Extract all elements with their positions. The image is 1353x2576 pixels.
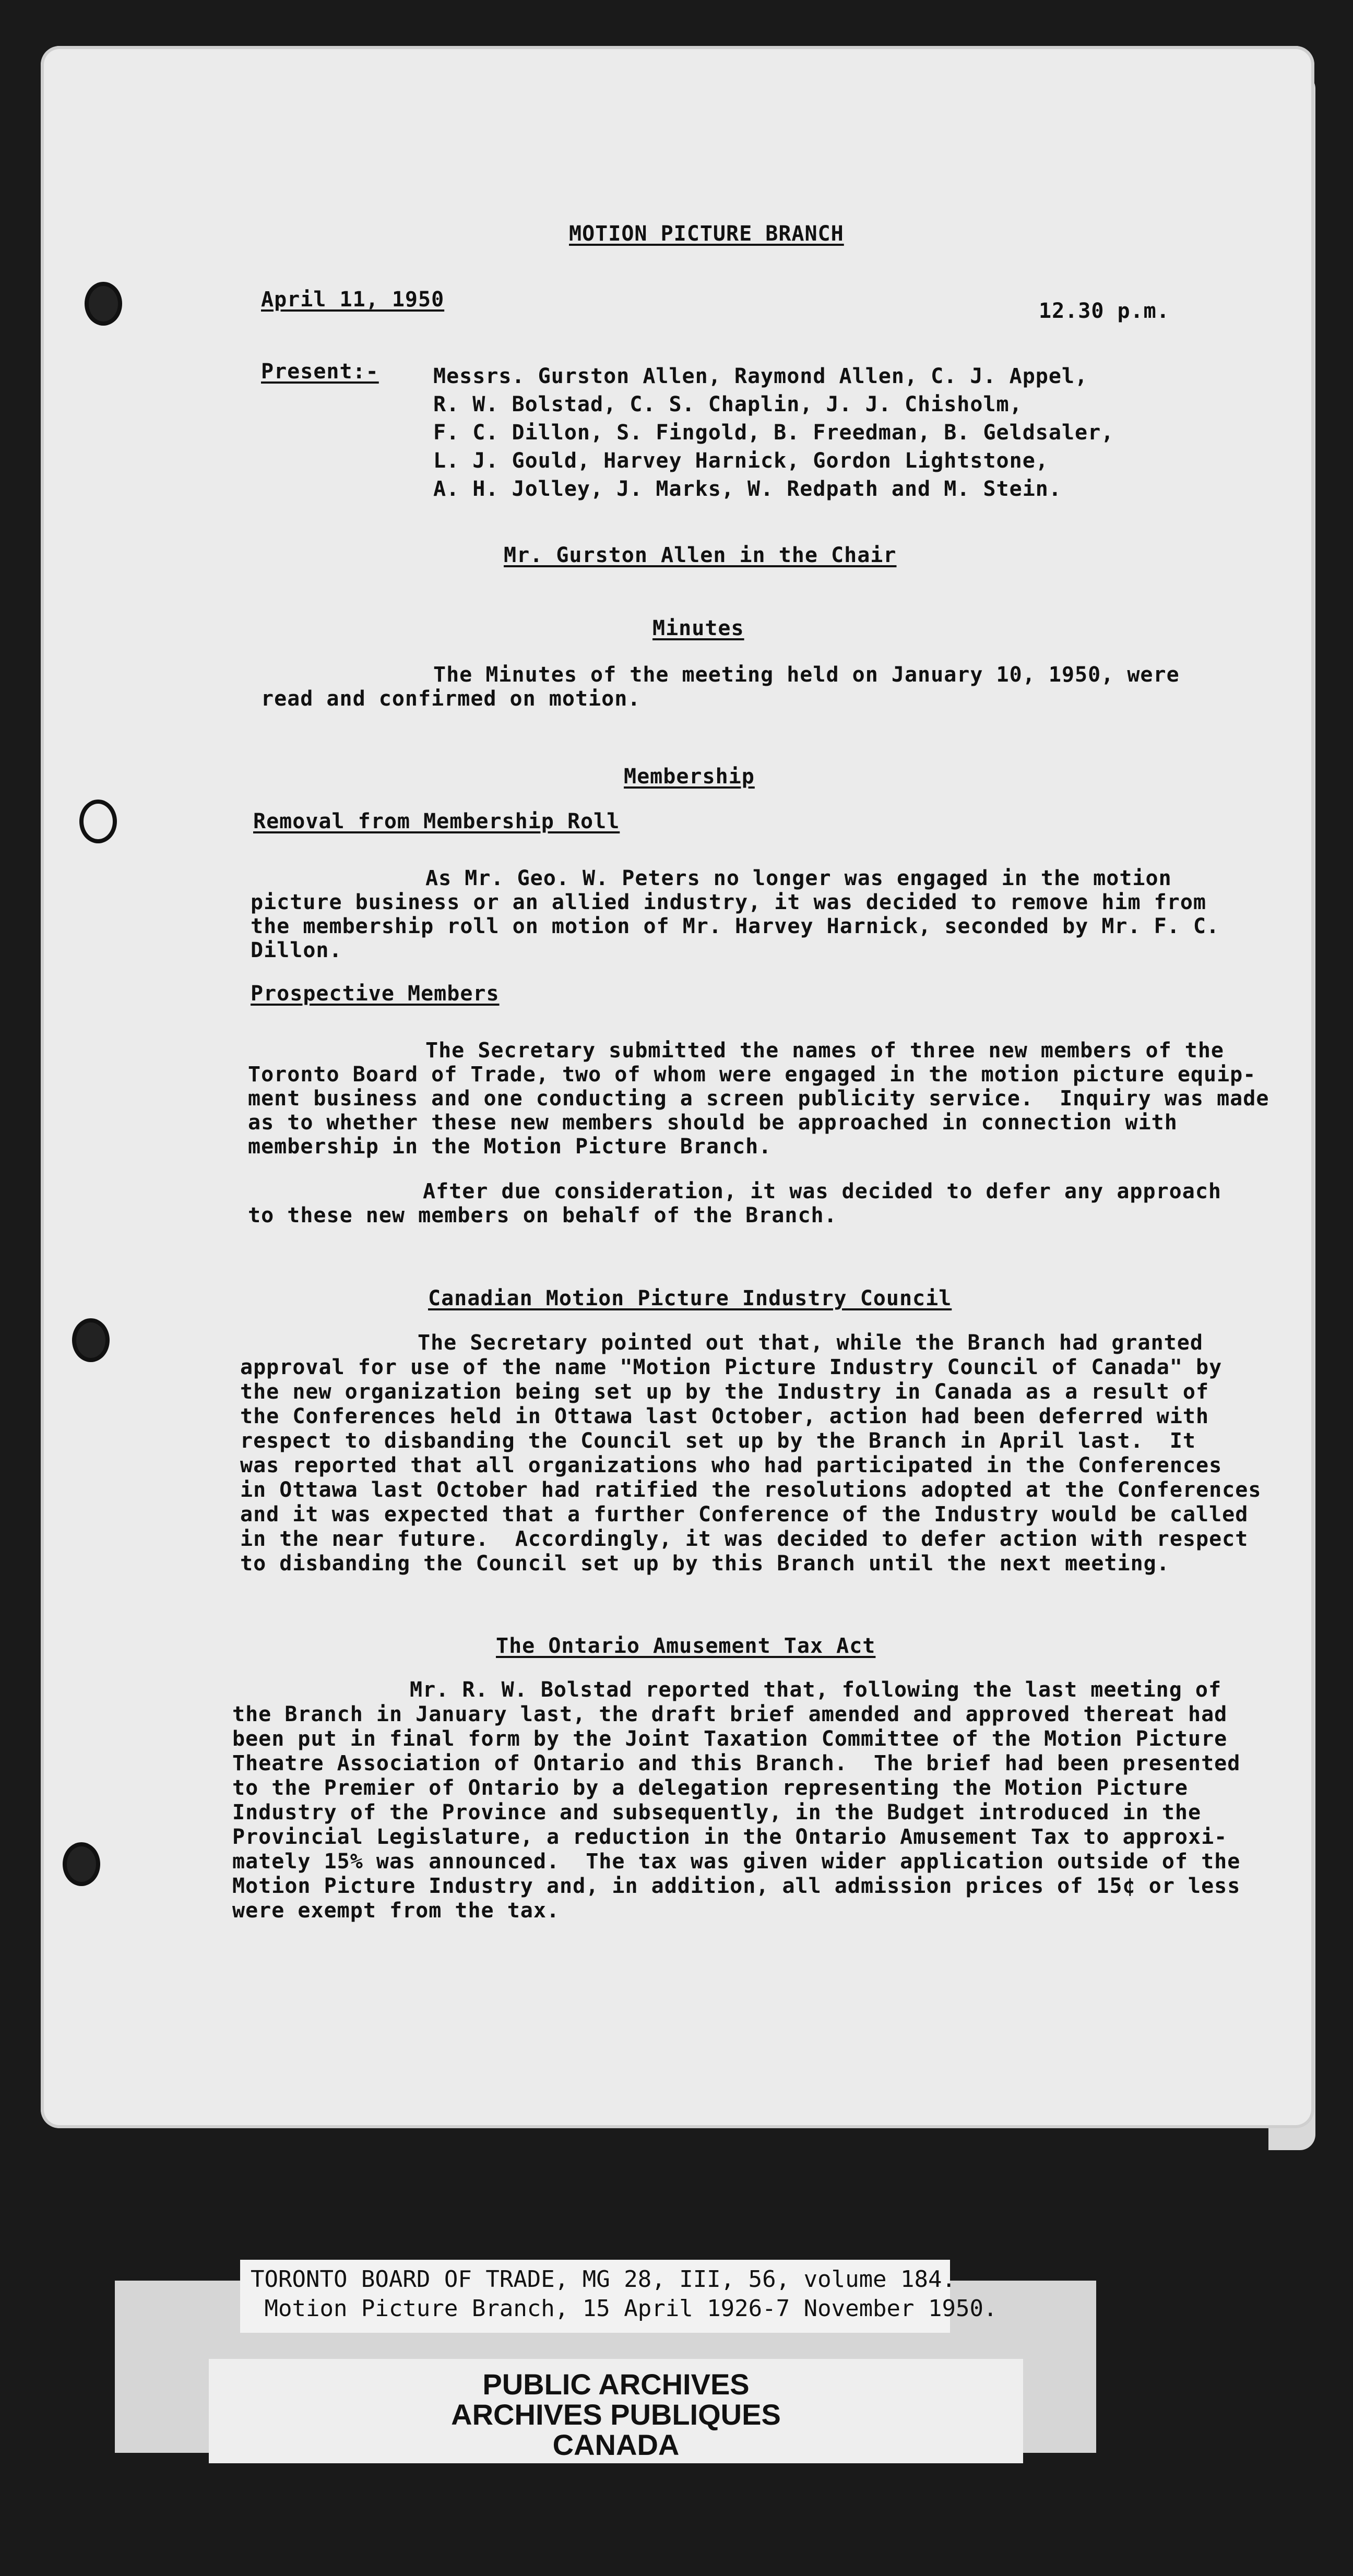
attendee-line: R. W. Bolstad, C. S. Chaplin, J. J. Chisholm,: [433, 392, 1023, 416]
paragraph-line: was reported that all organizations who had participated in the Conferences: [240, 1453, 1223, 1477]
present-label: Present:-: [261, 360, 379, 384]
stamp-line-3: CANADA: [552, 2428, 680, 2461]
chair-line: Mr. Gurston Allen in the Chair: [504, 543, 897, 567]
archive-label-text: [251, 2265, 997, 2323]
paragraph-line: picture business or an allied industry, it was decided to remove him from: [251, 890, 1206, 914]
paragraph-line: The Secretary submitted the names of three new members of the: [425, 1039, 1225, 1063]
paragraph-line: After due consideration, it was decided to defer any approach: [423, 1179, 1222, 1203]
defer-paragraph: [248, 1179, 1221, 1227]
paragraph-line: were exempt from the tax.: [232, 1899, 560, 1923]
paragraph-line: Mr. R. W. Bolstad reported that, following the last meeting of: [410, 1678, 1222, 1702]
attendee-line: L. J. Gould, Harvey Harnick, Gordon Lightstone,: [433, 449, 1049, 473]
minutes-paragraph: [261, 663, 1180, 711]
document-heading: MOTION PICTURE BRANCH: [569, 222, 844, 246]
attendee-line: Messrs. Gurston Allen, Raymond Allen, C. J. Appel,: [433, 364, 1088, 388]
paragraph-line: and it was expected that a further Conference of the Industry would be called: [240, 1502, 1249, 1526]
attendee-list: [433, 362, 1114, 503]
paragraph-line: The Minutes of the meeting held on January 10, 1950, were: [433, 663, 1180, 687]
archives-stamp: [209, 2369, 1023, 2460]
paragraph-line: the membership roll on motion of Mr. Harvey Harnick, seconded by Mr. F. C.: [251, 914, 1220, 938]
membership-heading: Membership: [624, 765, 755, 789]
tax-paragraph: [232, 1678, 1240, 1923]
paragraph-line: Dillon.: [251, 938, 342, 962]
paragraph-line: membership in the Motion Picture Branch.: [248, 1135, 772, 1159]
paragraph-line: Motion Picture Industry and, in addition, all admission prices of 15¢ or less: [232, 1874, 1241, 1898]
meeting-time: 12.30 p.m.: [1039, 299, 1170, 323]
paragraph-line: As Mr. Geo. W. Peters no longer was engaged in the motion: [425, 866, 1172, 890]
paragraph-line: in the near future. Accordingly, it was decided to defer action with respect: [240, 1527, 1249, 1551]
paragraph-line: ment business and one conducting a screen publicity service. Inquiry was made: [248, 1087, 1269, 1111]
paragraph-line: to disbanding the Council set up by this Branch until the next meeting.: [240, 1552, 1170, 1576]
prospective-paragraph: [248, 1039, 1269, 1159]
paragraph-line: the new organization being set up by the Industry in Canada as a result of: [240, 1380, 1209, 1404]
stamp-line-1: PUBLIC ARCHIVES: [482, 2368, 750, 2401]
attendee-line: F. C. Dillon, S. Fingold, B. Freedman, B. Geldsaler,: [433, 421, 1114, 445]
paragraph-line: to these new members on behalf of the Branch.: [248, 1203, 837, 1227]
paragraph-line: Theatre Association of Ontario and this Branch. The brief had been presented: [232, 1751, 1241, 1775]
minutes-heading: Minutes: [652, 616, 744, 640]
paragraph-line: respect to disbanding the Council set up by the Branch in April last. It: [240, 1429, 1196, 1453]
archive-label-line-2: Motion Picture Branch, 15 April 1926-7 November 1950.: [251, 2295, 998, 2322]
paragraph-line: approval for use of the name "Motion Picture Industry Council of Canada" by: [240, 1355, 1223, 1379]
council-heading: Canadian Motion Picture Industry Council: [428, 1286, 952, 1310]
paragraph-line: Provincial Legislature, a reduction in the Ontario Amusement Tax to approxi-: [232, 1825, 1228, 1849]
council-paragraph: [240, 1331, 1261, 1576]
paragraph-line: Toronto Board of Trade, two of whom were engaged in the motion picture equip-: [248, 1063, 1256, 1087]
stamp-line-2: ARCHIVES PUBLIQUES: [451, 2398, 781, 2431]
meeting-date: April 11, 1950: [261, 288, 445, 312]
paragraph-line: to the Premier of Ontario by a delegation representing the Motion Picture: [232, 1776, 1188, 1800]
paragraph-line: as to whether these new members should be approached in connection with: [248, 1111, 1178, 1135]
paragraph-line: read and confirmed on motion.: [261, 687, 641, 711]
paragraph-line: been put in final form by the Joint Taxation Committee of the Motion Picture: [232, 1727, 1228, 1751]
tax-heading: The Ontario Amusement Tax Act: [496, 1634, 876, 1658]
prospective-heading: Prospective Members: [251, 982, 500, 1006]
paragraph-line: The Secretary pointed out that, while the Branch had granted: [418, 1331, 1203, 1355]
paragraph-line: in Ottawa last October had ratified the resolutions adopted at the Conferences: [240, 1478, 1262, 1502]
paragraph-line: the Branch in January last, the draft brief amended and approved thereat had: [232, 1702, 1228, 1726]
paragraph-line: the Conferences held in Ottawa last October, action had been deferred with: [240, 1404, 1209, 1428]
paragraph-line: mately 15% was announced. The tax was given wider application outside of the: [232, 1850, 1241, 1874]
removal-heading: Removal from Membership Roll: [253, 809, 620, 833]
removal-paragraph: [251, 866, 1219, 962]
attendee-line: A. H. Jolley, J. Marks, W. Redpath and M. Stein.: [433, 477, 1062, 501]
paragraph-line: Industry of the Province and subsequently, in the Budget introduced in the: [232, 1800, 1202, 1824]
archive-label-line-1: TORONTO BOARD OF TRADE, MG 28, III, 56, volume 184.: [251, 2266, 956, 2293]
